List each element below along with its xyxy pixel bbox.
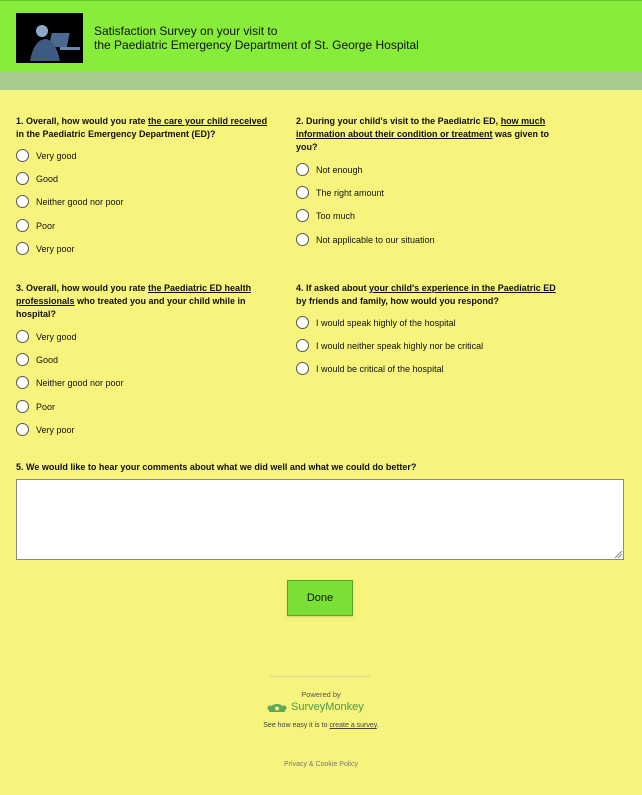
option-label: Poor (36, 220, 56, 231)
question-1-option-very-good[interactable] (16, 149, 77, 162)
comment-textarea[interactable] (16, 479, 624, 560)
question-3-option-very-good[interactable] (16, 330, 77, 343)
question-2-emphasis: how much information about their condition or treatment (296, 116, 546, 139)
question-1-pre: 1. Overall, how would you rate (16, 116, 149, 126)
radio-button[interactable] (16, 195, 29, 208)
option-label: The right amount (316, 187, 385, 198)
radio-button[interactable] (296, 316, 309, 329)
radio-button[interactable] (296, 186, 309, 199)
radio-button[interactable] (16, 149, 29, 162)
option-label: Neither good nor poor (36, 196, 124, 207)
radio-button[interactable] (16, 400, 29, 413)
radio-button[interactable] (296, 362, 309, 375)
powered-by-text: Powered by (301, 690, 341, 699)
option-label: Poor (36, 401, 56, 412)
radio-button[interactable] (16, 376, 29, 389)
header-band (0, 72, 642, 90)
option-label: Very good (36, 150, 77, 161)
question-1 (16, 115, 276, 260)
radio-button[interactable] (16, 172, 29, 185)
radio-button[interactable] (16, 330, 29, 343)
option-label: I would speak highly of the hospital (316, 317, 456, 328)
option-label: Not enough (316, 164, 363, 175)
radio-button[interactable] (16, 353, 29, 366)
survey-title-line2: the Paediatric Emergency Department of St. George Hospital (94, 38, 419, 52)
question-3-option-neither[interactable] (16, 376, 124, 389)
option-label: Very good (36, 331, 77, 342)
question-4-post: by friends and family, how would you respond? (296, 296, 499, 306)
question-1-text (16, 115, 276, 141)
option-label: Not applicable to our situation (316, 234, 435, 245)
done-button[interactable]: Done (287, 580, 353, 616)
question-2-option-not-enough[interactable] (296, 163, 363, 176)
question-2-post: was given to you? (296, 129, 550, 152)
radio-button[interactable] (296, 163, 309, 176)
question-1-emphasis: the care your child received (148, 116, 268, 126)
option-label: Too much (316, 210, 356, 221)
question-1-option-poor[interactable] (16, 219, 55, 232)
option-label: Good (36, 173, 59, 184)
surveymonkey-logo-link[interactable] (267, 701, 364, 713)
question-4 (296, 282, 556, 382)
question-4-text (296, 282, 556, 308)
radio-button[interactable] (296, 209, 309, 222)
question-3-pre: 3. Overall, how would you rate (16, 283, 149, 293)
privacy-policy-link[interactable]: Privacy & Cookie Policy (284, 761, 358, 768)
option-label: Very poor (36, 243, 75, 254)
survey-title (94, 24, 419, 52)
header-logo-image (16, 13, 83, 63)
question-2-option-not-applicable[interactable] (296, 233, 435, 246)
footer-divider (270, 676, 370, 677)
question-5-text: 5. We would like to hear your comments about what we did well and what we could do better? (16, 462, 417, 472)
create-survey-link[interactable]: create a survey (329, 722, 377, 729)
surveymonkey-logo-icon (267, 701, 287, 713)
option-label: I would neither speak highly nor be critical (316, 340, 484, 351)
question-4-emphasis: your child's experience in the Paediatric ED (369, 283, 556, 293)
tagline-pre: See how easy it is to (263, 722, 330, 729)
question-1-option-good[interactable] (16, 172, 58, 185)
footer-tagline (0, 722, 642, 729)
tagline-post: . (376, 722, 379, 729)
question-3-post: who treated you and your child while in hospital? (16, 296, 246, 319)
question-3 (16, 282, 276, 442)
option-label: Very poor (36, 424, 75, 435)
question-4-option-critical[interactable] (296, 362, 444, 375)
question-2-option-too-much[interactable] (296, 209, 355, 222)
survey-header (0, 0, 642, 72)
question-1-option-neither[interactable] (16, 195, 124, 208)
question-3-emphasis: the Paediatric ED health professionals (16, 283, 252, 306)
question-3-option-poor[interactable] (16, 400, 55, 413)
option-label: Neither good nor poor (36, 377, 124, 388)
question-3-option-good[interactable] (16, 353, 58, 366)
question-3-text (16, 282, 276, 321)
question-3-option-very-poor[interactable] (16, 423, 75, 436)
radio-button[interactable] (16, 219, 29, 232)
question-1-option-very-poor[interactable] (16, 242, 75, 255)
question-2-option-right-amount[interactable] (296, 186, 384, 199)
question-2-text (296, 115, 566, 154)
option-label: Good (36, 354, 59, 365)
survey-title-line1: Satisfaction Survey on your visit to (94, 24, 278, 38)
radio-button[interactable] (296, 233, 309, 246)
surveymonkey-brand-text: SurveyMonkey (291, 701, 364, 713)
question-2-pre: 2. During your child's visit to the Paediatric ED, (296, 116, 501, 126)
option-label: I would be critical of the hospital (316, 363, 444, 374)
resize-grip-icon[interactable] (614, 550, 623, 559)
radio-button[interactable] (16, 242, 29, 255)
radio-button[interactable] (296, 339, 309, 352)
radio-button[interactable] (16, 423, 29, 436)
question-2 (296, 115, 566, 250)
question-4-pre: 4. If asked about (296, 283, 370, 293)
question-4-option-neither[interactable] (296, 339, 483, 352)
question-4-option-speak-highly[interactable] (296, 316, 456, 329)
question-1-post: in the Paediatric Emergency Department (ED)? (16, 129, 216, 139)
